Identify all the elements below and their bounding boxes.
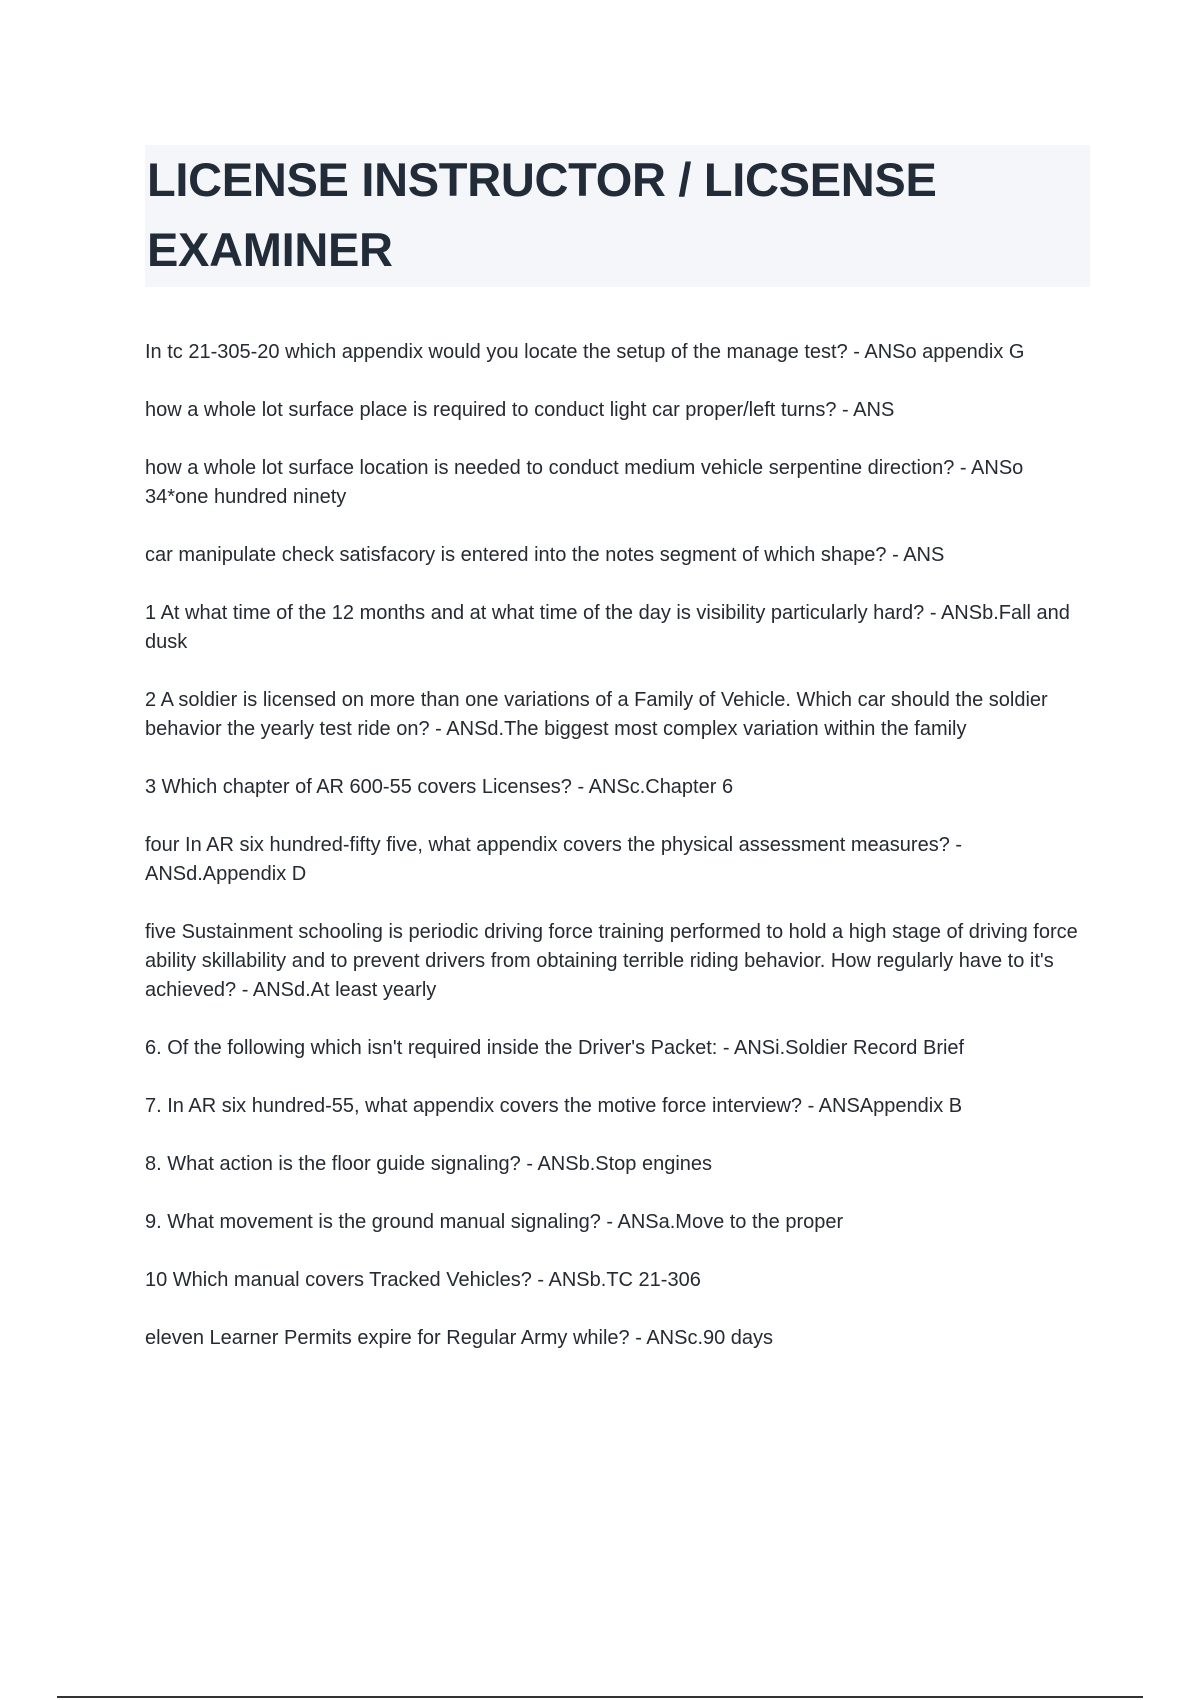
qa-item-13: 9. What movement is the ground manual signaling? - ANSa.Move to the proper [145, 1211, 844, 1233]
page-title: LICENSE INSTRUCTOR / LICSENSE EXAMINER [147, 153, 937, 276]
qa-item-7: 3 Which chapter of AR 600-55 covers Licenses? - ANSc.Chapter 6 [145, 776, 734, 798]
qa-item-12: 8. What action is the floor guide signaling? - ANSb.Stop engines [145, 1153, 713, 1175]
qa-item-10: 6. Of the following which isn't required inside the Driver's Packet: - ANSi.Soldier Record Brief [145, 1037, 965, 1059]
qa-item-2: how a whole lot surface place is required to conduct light car proper/left turns? - ANS [145, 399, 895, 421]
qa-item-11: 7. In AR six hundred-55, what appendix covers the motive force interview? - ANSAppendix B [145, 1095, 963, 1117]
qa-item-9: five Sustainment schooling is periodic driving force training performed to hold a high stage of driving force ability skillability and to prevent drivers from obtaining terrible riding behavior. How regularly have to it's achieved? - ANSd.At least yearly [145, 921, 1078, 1001]
qa-item-14: 10 Which manual covers Tracked Vehicles? - ANSb.TC 21-306 [145, 1269, 701, 1291]
question-answer-list [145, 338, 1090, 1382]
qa-item-15: eleven Learner Permits expire for Regular Army while? - ANSc.90 days [145, 1327, 774, 1349]
qa-item-4: car manipulate check satisfacory is entered into the notes segment of which shape? - ANS [145, 544, 945, 566]
footer-divider [57, 1696, 1143, 1698]
qa-item-6: 2 A soldier is licensed on more than one variations of a Family of Vehicle. Which car should the soldier behavior the yearly test ride on? - ANSd.The biggest most complex variation within the family [145, 689, 1048, 740]
qa-item-5: 1 At what time of the 12 months and at what time of the day is visibility particularly hard? - ANSb.Fall and dusk [145, 602, 1070, 653]
qa-item-1: In tc 21-305-20 which appendix would you locate the setup of the manage test? - ANSo appendix G [145, 341, 1025, 363]
title-banner [145, 145, 1090, 287]
qa-item-8: four In AR six hundred-fifty five, what appendix covers the physical assessment measures? - ANSd.Appendix D [145, 834, 963, 885]
qa-item-3: how a whole lot surface location is needed to conduct medium vehicle serpentine direction? - ANSo 34*one hundred ninety [145, 457, 1024, 508]
